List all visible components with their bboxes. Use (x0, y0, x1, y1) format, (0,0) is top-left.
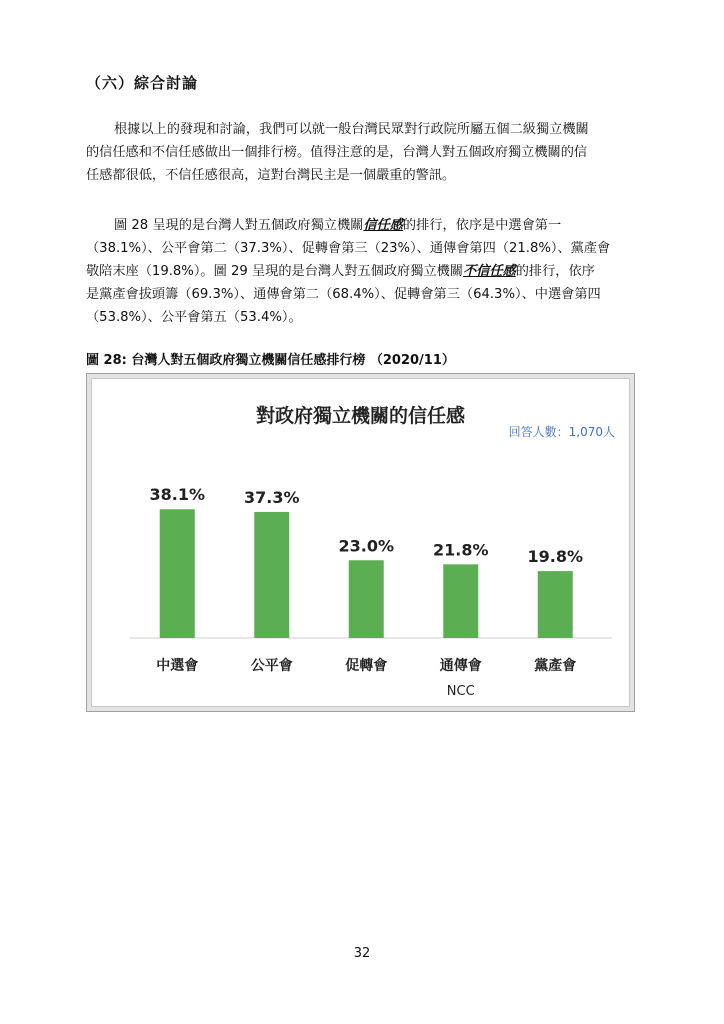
section-heading: （六）綜合討論 (86, 74, 199, 92)
text-run: 圖 28 呈現的是台灣人對五個政府獨立機關 (114, 218, 364, 233)
figure-caption: 圖 28: 台灣人對五個政府獨立機關信任感排行榜 （2020/11） (86, 353, 455, 368)
bar-1 (254, 512, 289, 638)
paragraph-line: （53.8%）、公平會第五（53.4%）。 (86, 310, 302, 325)
text-run: 的排行，依序是中選會第一 (402, 218, 562, 233)
emphasis-distrust: 不信任感 (462, 264, 516, 279)
paragraph-line: 的信任感和不信任感做出一個排行榜。值得注意的是，台灣人對五個政府獨立機關的信 (86, 145, 588, 160)
bar-0 (160, 509, 195, 638)
chart-area (91, 378, 630, 707)
value-label-0: 38.1% (149, 485, 206, 505)
discussion-paragraph (86, 118, 642, 187)
value-label-1: 37.3% (243, 487, 300, 507)
category-label-1: 公平會 (250, 658, 293, 674)
value-label-4: 19.8% (527, 547, 584, 567)
value-label-2: 23.0% (338, 536, 395, 556)
value-label-3: 21.8% (432, 540, 489, 560)
text-run: 敬陪末座（19.8%）。圖 29 呈現的是台灣人對五個政府獨立機關 (86, 264, 463, 279)
respondents-note: 回答人數：1,070人 (508, 425, 615, 439)
paragraph-line (86, 214, 642, 237)
category-label-2: 促轉會 (345, 658, 388, 674)
category-label-0: 中選會 (156, 658, 199, 674)
category-sublabel-3: NCC (446, 684, 475, 699)
bar-chart (92, 379, 631, 708)
page-number: 32 (353, 946, 371, 961)
ranking-paragraph (86, 214, 642, 329)
emphasis-trust: 信任感 (363, 218, 403, 233)
bar-4 (538, 571, 573, 638)
paragraph-line: （38.1%）、公平會第二（37.3%）、促轉會第三（23%）、通傳會第四（21.8%）、黨產會 (86, 241, 611, 256)
category-label-3: 通傳會 (439, 658, 482, 674)
paragraph-line: 根據以上的發現和討論，我們可以就一般台灣民眾對行政院所屬五個二級獨立機關 (114, 122, 589, 137)
category-label-4: 黨產會 (534, 658, 577, 674)
paragraph-line: 是黨產會拔頭籌（69.3%）、通傳會第二（68.4%）、促轉會第三（64.3%）、中選會第四 (86, 287, 601, 302)
bar-3 (443, 564, 478, 638)
chart-frame (86, 373, 635, 712)
paragraph-line: 任感都很低，不信任感很高，這對台灣民主是一個嚴重的警訊。 (86, 168, 456, 183)
chart-title: 對政府獨立機關的信任感 (255, 405, 465, 427)
bar-2 (349, 560, 384, 638)
text-run: 的排行，依序 (515, 264, 595, 279)
paragraph-line (86, 260, 642, 283)
